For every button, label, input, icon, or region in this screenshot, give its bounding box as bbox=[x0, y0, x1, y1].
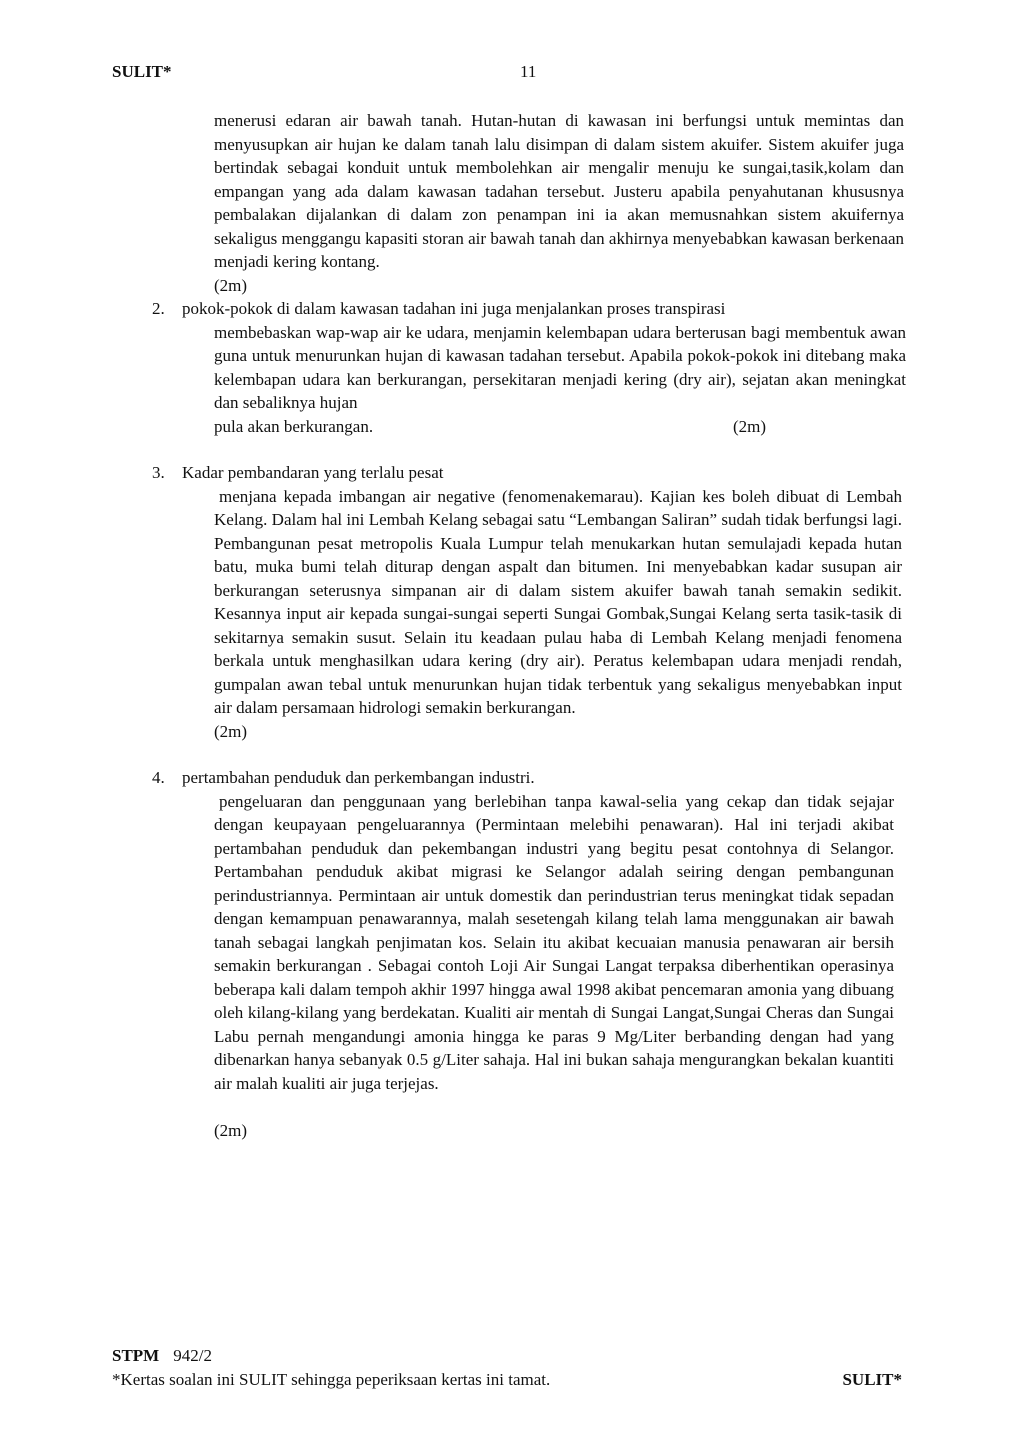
spacer bbox=[0, 1095, 1024, 1119]
item-4-heading-text: pertambahan penduduk dan perkembangan industri. bbox=[182, 768, 535, 787]
item-2-heading bbox=[152, 297, 912, 321]
item-2-last-line bbox=[214, 415, 766, 439]
item-4-heading bbox=[152, 766, 912, 790]
spacer bbox=[0, 438, 1024, 461]
item-4-mark: (2m) bbox=[214, 1121, 248, 1140]
footer-exam: STPM bbox=[112, 1346, 160, 1365]
footer-paper-code: 942/2 bbox=[173, 1346, 212, 1365]
continuation-mark: (2m) bbox=[214, 275, 248, 295]
item-2-heading-text: pokok-pokok di dalam kawasan tadahan ini juga menjalankan proses transpirasi bbox=[182, 299, 726, 318]
page-footer bbox=[112, 1344, 902, 1392]
item-2-mark: (2m) bbox=[732, 416, 766, 436]
continuation-paragraph: menerusi edaran air bawah tanah. Hutan-hutan di kawasan ini berfungsi untuk memintas dan menyusupkan air hujan ke dalam tanah lalu disimpan di dalam sistem akuifer. Sistem akuifer juga bertindak sebagai konduit untuk membolehkan air mengalir menuju ke sungai,tasik,kolam dan empangan yang ada dalam kawasan tadahan tersebut. Justeru apabila penyahutanan khususnya pembalakan dijalankan di dalam zon penampan ini ia akan memusnahkan sistem akuifernya sekaligus menggangu kapasiti storan air bawah tanah dan akhirnya menyebabkan kawasan berkenaan menjadi kering kontang. bbox=[214, 111, 904, 271]
item-2-number: 2. bbox=[152, 299, 165, 318]
footer-note-row bbox=[112, 1368, 902, 1392]
item-2-body: membebaskan wap-wap air ke udara, menjamin kelembapan udara berterusan bagi membentuk awan guna untuk menurunkan hujan di kawasan tadahan tersebut. Apabila pokok-pokok ini ditebang maka kelembapan udara kan berkurangan, persekitaran menjadi kering (dry air), sejatan akan meningkat dan sebaliknya hujan bbox=[214, 322, 906, 412]
item-3-heading bbox=[152, 461, 912, 485]
page-content bbox=[0, 109, 1024, 1143]
header-classification: SULIT* bbox=[112, 62, 172, 81]
item-3-mark: (2m) bbox=[214, 721, 248, 741]
item-3-heading-text: Kadar pembandaran yang terlalu pesat bbox=[182, 463, 444, 482]
footer-note: *Kertas soalan ini SULIT sehingga peperiksaan kertas ini tamat. bbox=[112, 1370, 551, 1389]
item-4-body: pengeluaran dan penggunaan yang berlebihan tanpa kawal-selia yang cekap dan tidak sejajar dengan keupayaan pengeluarannya (Permintaan melebihi penawaran). Hal ini terjadi akibat pertambahan penduduk dan pekembangan industri yang begitu pesat contohnya di Selangor. Pertambahan penduduk akibat migrasi ke Selangor adalah seiring dengan pembangunan perindustriannya. Permintaan air untuk domestik dan perindustrian terus meningkat tidak sepadan dengan kemampuan penawarannya, malah sesetengah kilang telah lama menggunakan air bawah tanah sebagai langkah penjimatan kos. Selain itu akibat kecuaian manusia penawaran air bersih semakin berkurangan . Sebagai contoh Loji Air Sungai Langat terpaksa diberhentikan operasinya beberapa kali dalam tempoh akhir 1997 hingga awal 1998 akibat pencemaran amonia yang dibuang oleh kilang-kilang yang berdekatan. Kualiti air mentah di Sungai Langat,Sungai Cheras dan Sungai Labu pernah mengandungi amonia hingga ke paras 9 Mg/Liter berbanding dengan had yang dibenarkan hanya sebanyak 0.5 g/Liter sahaja. Hal ini bukan sahaja mengurangkan bekalan kuantiti air malah kualiti air juga terjejas. bbox=[214, 791, 894, 1093]
item-3-body: menjana kepada imbangan air negative (fenomenakemarau). Kajian kes boleh dibuat di Lembah Kelang. Dalam hal ini Lembah Kelang sebagai satu “Lembangan Saliran” sudah tidak berfungsi lagi. Pembangunan pesat metropolis Kuala Lumpur telah menukarkan hutan semulajadi kepada hutan batu, muka bumi telah diturap dengan aspalt dan bitumen. Ini menyebabkan kadar susupan air berkurangan seterusnya simpanan air di dalam sistem akuifer bawah tanah semakin sedikit. Kesannya input air kepada sungai-sungai seperti Sungai Gombak,Sungai Kelang serta tasik-tasik di sekitarnya semakin susut. Selain itu keadaan pulau haba di Lembah Kelang menjadi fenomena berkala untuk menghasilkan udara kering (dry air). Peratus kelembapan udara menjadi rendah, gumpalan awan tebal untuk menurunkan hujan tidak terbentuk yang sekaligus menyebabkan input air dalam persamaan hidrologi semakin berkurangan. bbox=[214, 486, 902, 717]
item-2-last-text: pula akan berkurangan. bbox=[214, 416, 374, 436]
item-3-number: 3. bbox=[152, 463, 165, 482]
item-4-number: 4. bbox=[152, 768, 165, 787]
spacer bbox=[0, 743, 1024, 766]
page-number: 11 bbox=[520, 62, 537, 81]
page-header bbox=[112, 62, 902, 86]
footer-classification: SULIT* bbox=[842, 1370, 902, 1389]
footer-exam-code bbox=[112, 1344, 902, 1368]
